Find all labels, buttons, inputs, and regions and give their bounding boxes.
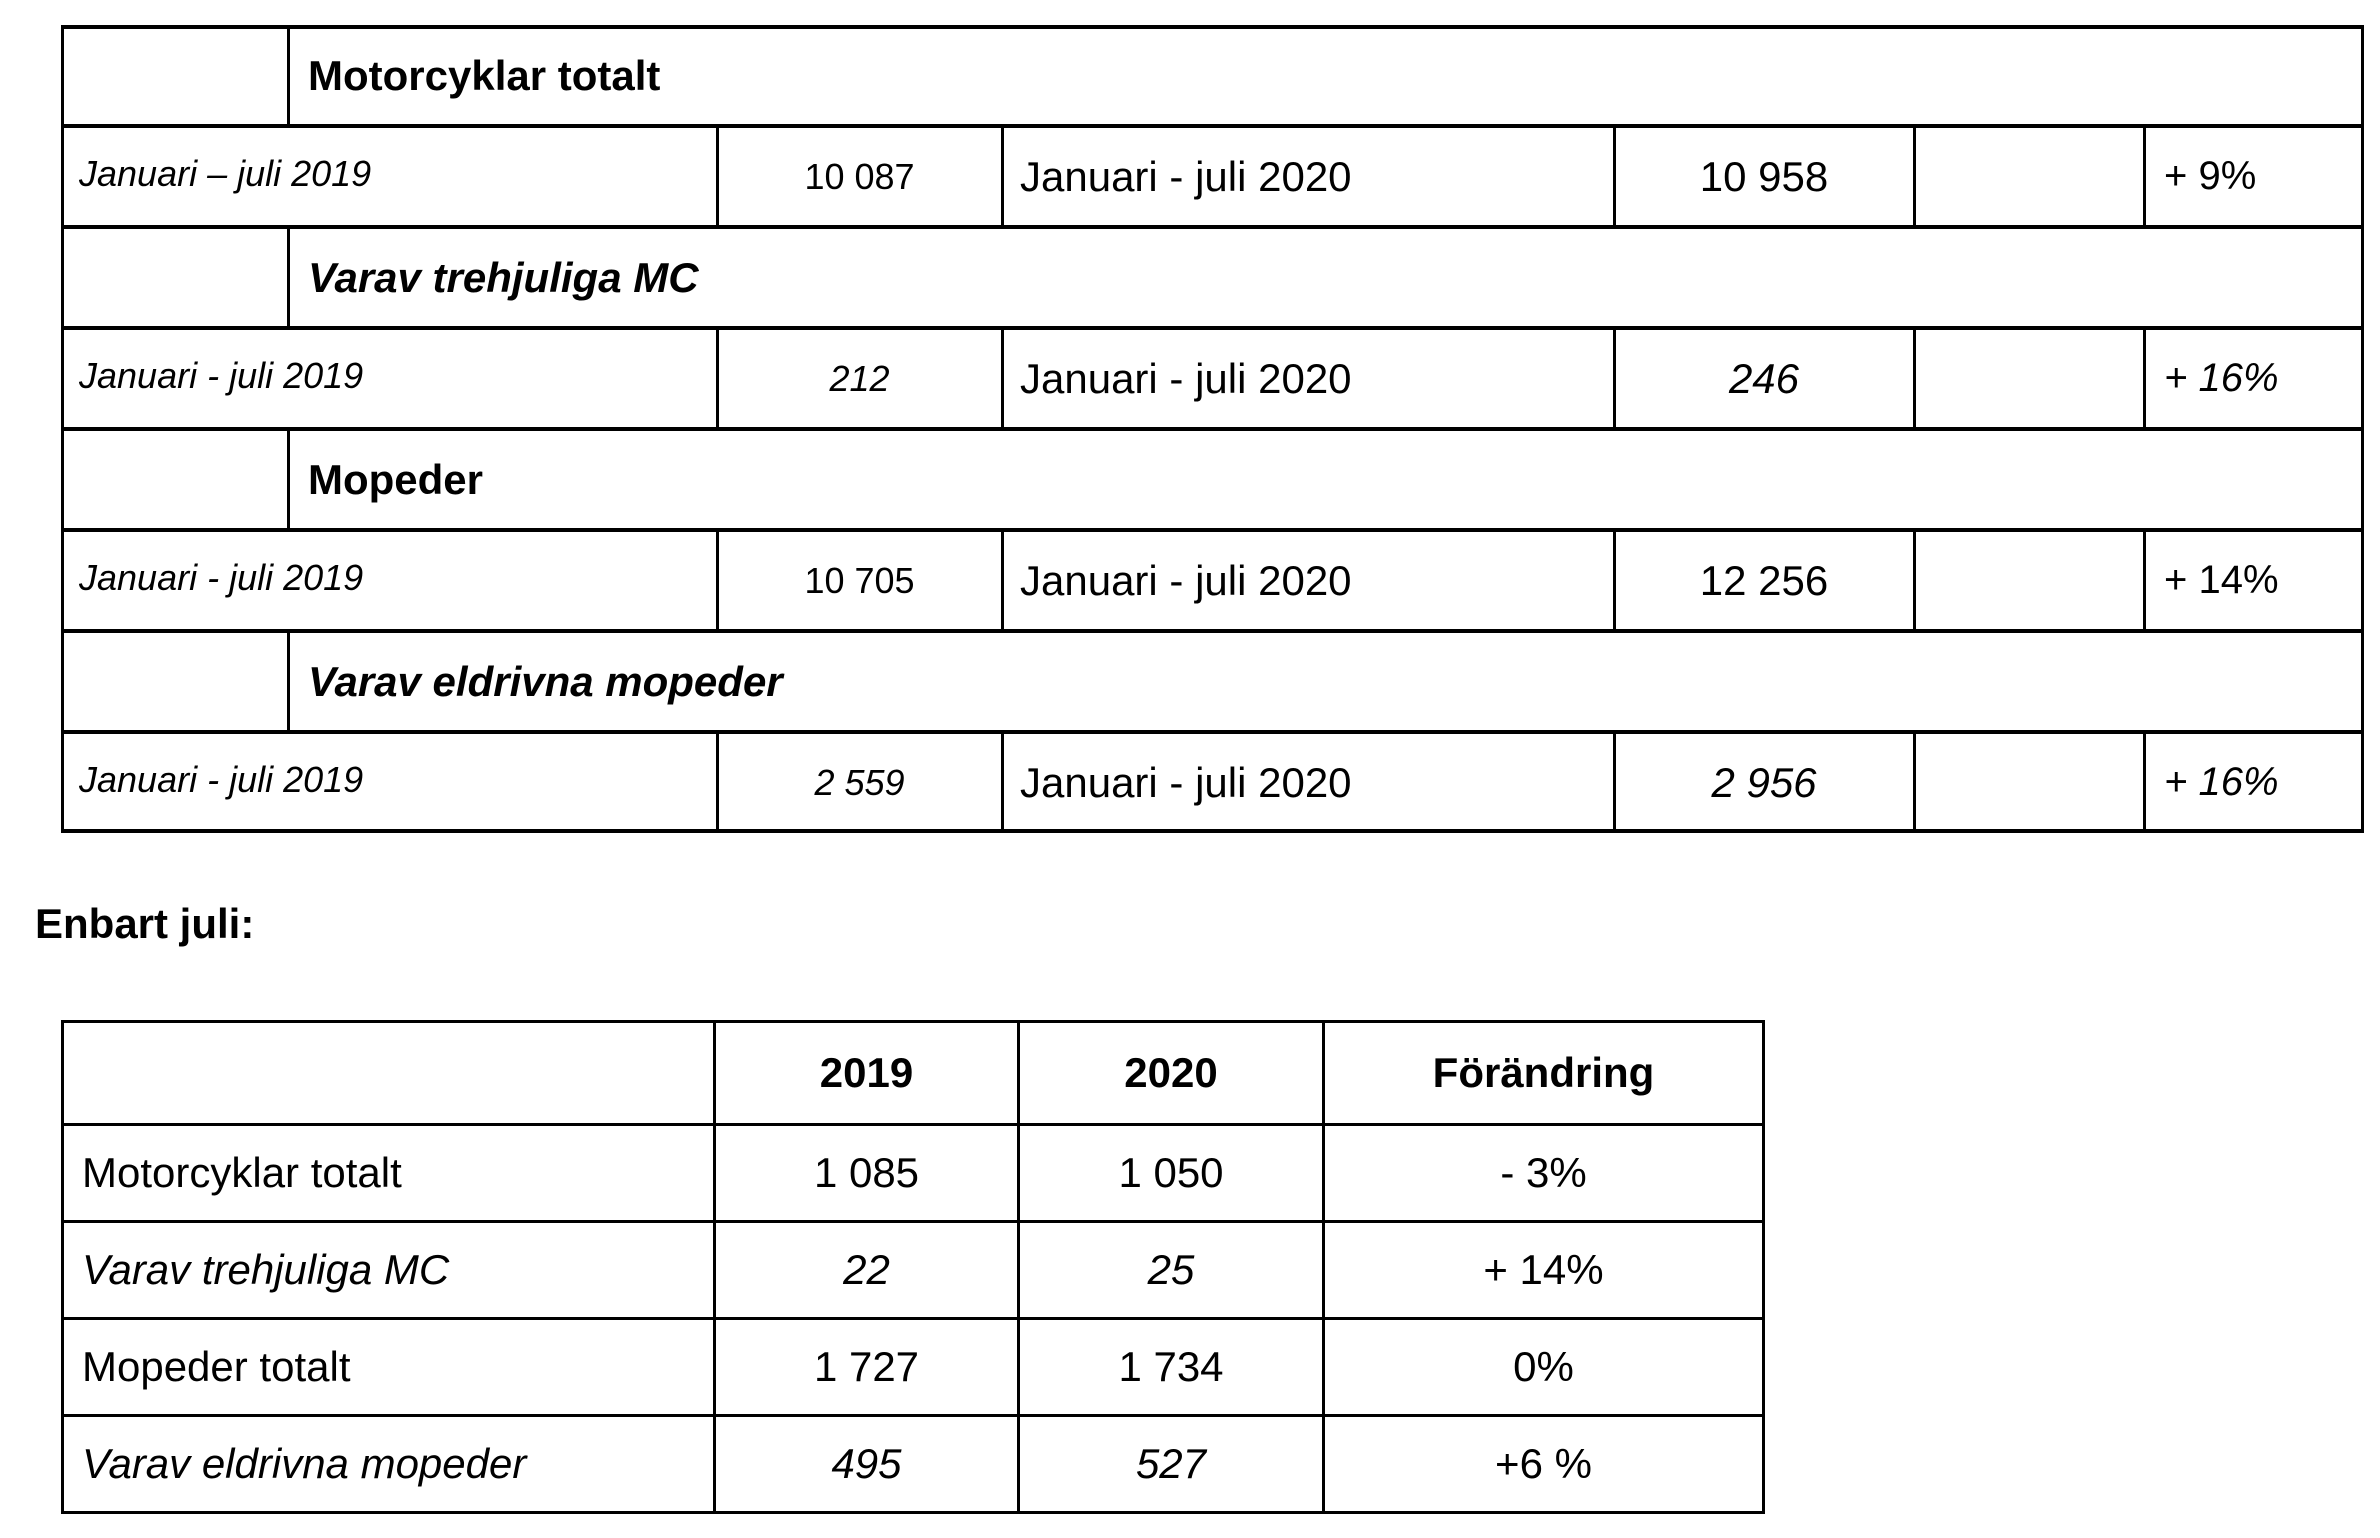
table-border [61, 528, 2364, 532]
july-only-table [61, 1020, 1765, 1514]
value-2020: 25 [1019, 1222, 1324, 1319]
section-title: Motorcyklar totalt [308, 51, 661, 99]
section-title: Mopeder [308, 455, 484, 503]
empty-cell [1914, 126, 2144, 227]
value-2019: 10 087 [804, 155, 915, 197]
section-title-row [61, 429, 2364, 530]
row-label: Motorcyklar totalt [63, 1125, 715, 1222]
table-border [61, 225, 2364, 229]
table-border [2143, 530, 2146, 631]
table-border [716, 126, 719, 227]
table-border [61, 25, 64, 833]
table-border [287, 429, 290, 530]
change-value: + 16% [2164, 356, 2279, 400]
section-title-row [61, 227, 2364, 328]
table-border [716, 732, 719, 833]
section-title-row [61, 25, 2364, 126]
value-2020: 12 256 [1699, 556, 1829, 604]
data-row [61, 732, 2364, 833]
table-border [2361, 25, 2364, 833]
table-row [63, 1319, 1764, 1416]
table-border [716, 530, 719, 631]
table-border [1613, 732, 1616, 833]
value-2020: 1 734 [1019, 1319, 1324, 1416]
table-border [287, 227, 290, 328]
change-value: + 14% [1324, 1222, 1764, 1319]
value-2019: 1 085 [715, 1125, 1019, 1222]
table-border [1613, 126, 1616, 227]
section-title: Varav eldrivna mopeder [308, 657, 783, 705]
value-2020: 10 958 [1699, 152, 1829, 200]
period-2020: Januari - juli 2020 [1020, 152, 1352, 200]
empty-cell [1914, 732, 2144, 833]
period-2020: Januari - juli 2020 [1020, 556, 1352, 604]
table-row [63, 1222, 1764, 1319]
header-change: Förändring [1324, 1022, 1764, 1125]
data-row [61, 530, 2364, 631]
value-2019: 2 559 [814, 761, 905, 803]
value-2019: 212 [829, 357, 890, 399]
header-2020: 2020 [1019, 1022, 1324, 1125]
row-label: Mopeder totalt [63, 1319, 715, 1416]
row-label: Varav eldrivna mopeder [63, 1416, 715, 1513]
period-2019: Januari - juli 2019 [79, 556, 364, 598]
value-2019: 495 [715, 1416, 1019, 1513]
table-border [1913, 328, 1916, 429]
table-border [61, 25, 2364, 29]
empty-cell [1914, 530, 2144, 631]
section-heading: Enbart juli: [35, 900, 255, 947]
table-border [61, 629, 2364, 633]
january-july-table [61, 25, 2364, 831]
period-2020: Januari - juli 2020 [1020, 354, 1352, 402]
table-border [716, 328, 719, 429]
table-border [1001, 732, 1004, 833]
table-border [2143, 126, 2146, 227]
value-2020: 527 [1019, 1416, 1324, 1513]
value-2020: 246 [1728, 354, 1800, 402]
table-row [63, 1416, 1764, 1513]
change-value: + 16% [2164, 760, 2279, 804]
table-row [63, 1125, 1764, 1222]
value-2020: 1 050 [1019, 1125, 1324, 1222]
period-2019: Januari - juli 2019 [79, 758, 364, 800]
table-border [61, 730, 2364, 734]
table-border [287, 631, 290, 732]
change-value: + 9% [2164, 154, 2257, 198]
value-2019: 22 [715, 1222, 1019, 1319]
empty-cell [1914, 328, 2144, 429]
row-label: Varav trehjuliga MC [63, 1222, 715, 1319]
table-border [61, 829, 2364, 833]
change-value: - 3% [1324, 1125, 1764, 1222]
table-border [287, 25, 290, 126]
period-2019: Januari – juli 2019 [79, 152, 372, 194]
table-border [2143, 732, 2146, 833]
header-empty [63, 1022, 715, 1125]
table-border [1001, 328, 1004, 429]
table-border [1913, 732, 1916, 833]
table-border [1613, 328, 1616, 429]
table-border [61, 124, 2364, 128]
table-border [1613, 530, 1616, 631]
table-border [1913, 126, 1916, 227]
table-border [2143, 328, 2146, 429]
section-title: Varav trehjuliga MC [308, 253, 699, 301]
table-border [1001, 530, 1004, 631]
table-border [61, 427, 2364, 431]
value-2020: 2 956 [1711, 758, 1817, 806]
data-row [61, 126, 2364, 227]
data-row [61, 328, 2364, 429]
table-border [1001, 126, 1004, 227]
period-2019: Januari - juli 2019 [79, 354, 364, 396]
value-2019: 1 727 [715, 1319, 1019, 1416]
change-value: 0% [1324, 1319, 1764, 1416]
change-value: + 14% [2164, 558, 2279, 602]
change-value: +6 % [1324, 1416, 1764, 1513]
period-2020: Januari - juli 2020 [1020, 758, 1352, 806]
table-border [1913, 530, 1916, 631]
section-title-row [61, 631, 2364, 732]
table-header-row [63, 1022, 1764, 1125]
value-2019: 10 705 [804, 559, 915, 601]
table-border [61, 326, 2364, 330]
header-2019: 2019 [715, 1022, 1019, 1125]
